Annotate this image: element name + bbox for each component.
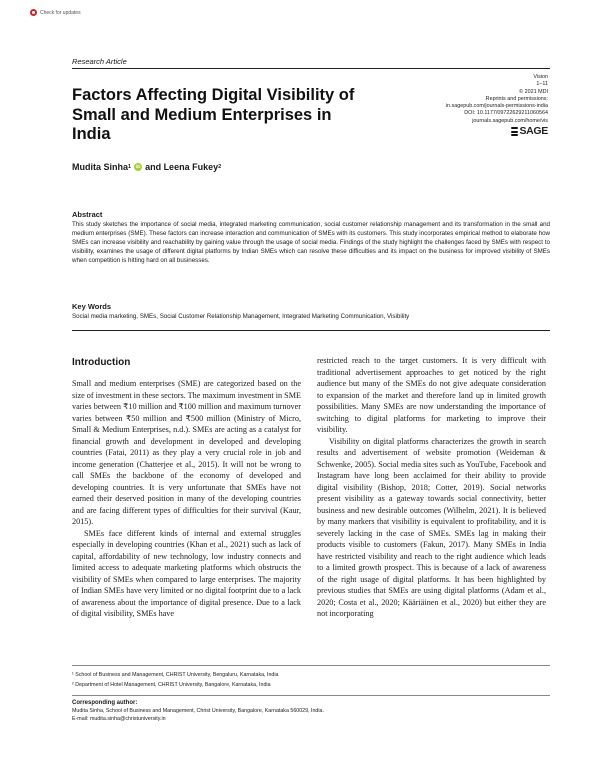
corresponding-author-address: Mudita Sinha, School of Business and Management, Christ University, Bangalore, Karnataka 560029, India. [72,707,324,714]
header-divider [72,68,550,69]
reprints-label: Reprints and permissions: [485,95,548,102]
page-range: 1–11 [536,81,548,88]
keywords-text: Social media marketing, SMEs, Social Customer Relationship Management, Integrated Marketing Communication, Visibility [72,313,410,320]
author-2-name: and Leena Fukey [145,162,219,172]
sage-logo [511,124,548,137]
article-type-label: Research Article [72,57,127,66]
copyright: © 2021 MDI [519,88,548,95]
reprints-link[interactable]: in.sagepub.com/journals-permissions-india [445,103,548,110]
paragraph: SMEs face different kinds of internal and external struggles especially in developing countries (Khan et al., 2021) such as lack of capital, affordability of new technology, low industry connects and limited access to adequate marketing platforms which obstructs the visibility of SMEs when compared to large enterprises. The majority of Indian SMEs have very limited or no digital footprint due to a lack of awareness about the importance of digital presence. Due to a lack of digital visibility, SMEs have [72,528,301,618]
corresponding-author-heading: Corresponding author: [72,700,138,706]
footnote-divider [72,665,550,666]
footnote-1: ¹ School of Business and Management, CHRIST University, Bengaluru, Karnataka, India [72,672,279,678]
author-2-affiliation: 2 [218,164,222,170]
author-1-name: Mudita Sinha [72,162,128,172]
author-1-affiliation: 1 [128,164,132,170]
doi-link[interactable]: DOI: 10.1177/09722629211060564 [464,110,548,117]
body-column-right [317,355,546,620]
check-for-updates-badge[interactable] [30,9,81,16]
correspondence-divider [72,695,550,696]
abstract-heading: Abstract [72,210,103,219]
paragraph: Small and medium enterprises (SME) are categorized based on the size of investment in these sectors. The maximum investment in SME varies between ₹10 million and ₹100 million and maximum turnover varies between ₹50 million and ₹500 million (Ministry of Micro, Small & Medium Enterprises, n.d.). SMEs are acting as a catalyst for financial growth and development in developed and developing countries (Fatai, 2011) as they play a very crucial role in job and income generation (Chatterjee et al., 2015). It will not be wrong to call SMEs the backbone of the economy of developed and developing countries. It is very unfortunate that SMEs have not earned their deserved position in many of the developing countries and are facing different types of difficulties for their survival (Kaur, 2015). [72,379,301,526]
orcid-icon[interactable]: iD [135,164,141,169]
abstract-text: This study sketches the importance of social media, integrated marketing communication, social customer relationship management and its transformation in the small and medium enterprises (SME). These factors can increase interaction and communication of SMEs with its customers. This study incorporates empirical method to elaborate how SMEs can increase visibility and reachability by gaining value through the usage of social media. Findings of the study highlight the challenges faced by SMEs with respect to visibility, examines the usage of different digital platforms by Indian SMEs which can resolve these difficulties and its impact on the business for improved visibility of SMEs when competition is hitting hard on all businesses. [72,221,550,264]
journal-homepage-link[interactable]: journals.sagepub.com/home/vis [472,117,548,124]
section-divider [72,330,550,331]
corresponding-author [72,700,550,723]
keywords-heading: Key Words [72,302,112,311]
footnotes [72,670,550,690]
footnote-2: ² Department of Hotel Management, CHRIST University, Bangalore, Karnataka, India [72,682,271,688]
paragraph: Visibility on digital platforms characterizes the growth in search results and advertisement of website promotion (Weideman & Schwenke, 2005). Social media sites such as YouTube, Facebook and Instagram have long been acclaimed for their ability to provide digital visibility (Bishop, 2018; Cotter, 2019). Social networks present visibility as a gateway towards social connectivity, better business and new desirable outcomes (Wilhelm, 2021). It is believed by many markers that visibility is equivalent to profitability, and it is severely lacking in the case of SMEs. SMEs lag in making their products visible to customers (Fakun, 2017). Many SMEs in India have restricted visibility and reach to the right audience which leads to a limited growth prospect. This is because of a lack of awareness of the right usage of digital platforms. It has been highlighted by previous studies that SMEs are using digital platforms (Adam et al., 2020; Costa et al., 2020; Kääriäinen et al., 2020) but either they are not incorporating [317,436,546,618]
journal-metadata [388,74,548,139]
author-line [72,162,221,172]
updates-icon [30,9,37,16]
body-column-left [72,378,301,620]
introduction-heading: Introduction [72,357,131,368]
journal-name: Vision [533,74,548,80]
corresponding-author-email[interactable]: E-mail: mudita.sinha@christuniversity.in [72,715,166,722]
sage-mark-icon [511,127,518,136]
publisher-name: SAGE [519,124,548,137]
article-title: Factors Affecting Digital Visibility of Small and Medium Enterprises in India [72,86,355,143]
paragraph: restricted reach to the target customers. It is very difficult with traditional advertisement approaches to get noticed by the right audience but many of the SMEs do not give adequate consideration to expansion of the market and therefore land up in limited growth possibilities. Many SMEs are now understanding the importance of switching to digital platforms for marketing to improve their visibility. [317,356,546,434]
updates-label: Check for updates [40,9,81,16]
